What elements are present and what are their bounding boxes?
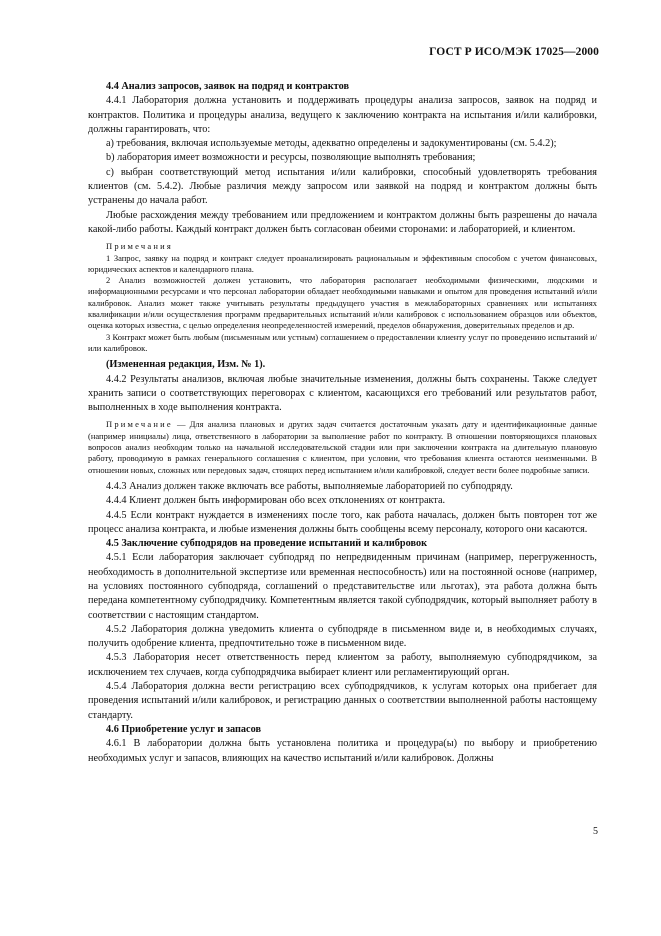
- paragraph-4-4-1: 4.4.1 Лаборатория должна установить и поддерживать процедуры анализа запросов, заявок на подряд и контрактов. Политика и процедуры анализа, ведущего к заключению контракта на испытания и/или калибровки, должны гарантировать, что:: [88, 95, 597, 135]
- paragraph-4-5-1: 4.5.1 Если лаборатория заключает субподряд по непредвиденным причинам (например, перегруженность, необходимость в дополнительной экспертизе или временная неспособность) или на постоянной основе (например, на условиях постоянного субподряда, соглашений о представительстве или льготах), эта работа должна быть передана компетентному субподрядчику. Компетентным является такой субподрядчик, который выполняет работу в соответствии с настоящим стандартом.: [88, 552, 597, 621]
- single-note-label: Примечание: [106, 419, 173, 430]
- document-header: ГОСТ Р ИСО/МЭК 17025—2000: [429, 46, 599, 58]
- note-2: 2 Анализ возможностей должен установить, что лаборатория располагает необходимыми физическими, людскими и информационными ресурсами и что персонал лаборатории обладает необходимыми навыками и опытом для проведения испытаний и/или калибровок. Анализ может также учитывать результаты предыдущего участия в межлабораторных сравнениях или испытаниях квалификации и/или осуществления программ предварительных испытаний и/или калибровок с использованием образцов или объектов, оценка которых известна, с целью определения неопределенностей измерений, пределов обнаружения, доверительных пределов и др.: [88, 275, 597, 331]
- paragraph-4-4-2: 4.4.2 Результаты анализов, включая любые значительные изменения, должны быть сохранены. Также следует хранить записи о соответствующих переговорах с клиентом, касающихся его требований или результатов работ, выполненных в ходе выполнения контракта.: [88, 373, 597, 414]
- note-1: 1 Запрос, заявку на подряд и контракт следует проанализировать рациональным и эффективным способом с учетом финансовых, юридических аспектов и календарного плана.: [88, 252, 597, 274]
- note-3: 3 Контракт может быть любым (письменным или устным) соглашением о предоставлении клиенту услуг по проведению испытаний и/или калибровок.: [88, 331, 597, 353]
- paragraph-4-5-2: 4.5.2 Лаборатория должна уведомить клиента о субподряде в письменном виде и, в необходимых случаях, получить одобрение клиента, предпочтительно тоже в письменном виде.: [88, 623, 597, 650]
- paragraph-4-5-3: 4.5.3 Лаборатория несет ответственность перед клиентом за работу, выполняемую субподрядчиком, за исключением тех случаев, когда субподрядчика выбирает клиент или регламентирующий орган.: [88, 652, 597, 678]
- paragraph-discrepancies: Любые расхождения между требованием или предложением и контрактом должны быть разрешены до начала какой-либо работы. Каждый контракт должен быть согласован обеими сторонами: и лабораторией, и клиентом.: [88, 209, 597, 235]
- section-4-6-title: 4.6 Приобретение услуг и запасов: [106, 723, 261, 735]
- single-note-text: — Для анализа плановых и других задач считается достаточным указать дату и идентификационные данные (например инициалы) лица, ответственного в лаборатории за выполнение работ по контракту. В отношении повторяющихся плановых вопросов анализ необходим только на начальной исследовательской стадии или при заключении контракта на длительную плановую работу, проводимую в рамках генерального соглашения с клиентом, при условии, что требования клиента остаются неизменными. В отношении новых, сложных или передовых задач, стоящих перед испытанием и/или калибровкой, следует вести более подробные записи.: [88, 419, 597, 475]
- list-item-b: b) лаборатория имеет возможности и ресурсы, позволяющие выполнять требования;: [106, 152, 476, 164]
- paragraph-4-5-4: 4.5.4 Лаборатория должна вести регистрацию всех субподрядчиков, к услугам которых она прибегает для проведения испытаний и/или калибровок, и регистрацию данных о соответствии выполненной работы настоящему стандарту.: [88, 681, 597, 721]
- notes-title: Примечания: [106, 241, 173, 252]
- list-item-a: a) требования, включая используемые методы, адекватно определены и задокументированы (см. 5.4.2);: [106, 138, 557, 150]
- paragraph-4-6-1: 4.6.1 В лаборатории должна быть установлена политика и процедура(ы) по выбору и приобретению необходимых услуг и запасов, влияющих на качество испытаний и/или калибровок. Должны: [88, 738, 597, 764]
- single-note: [88, 419, 597, 475]
- paragraph-4-4-3: 4.4.3 Анализ должен также включать все работы, выполняемые лабораторией по субподряду.: [106, 480, 513, 492]
- paragraph-4-4-5: 4.4.5 Если контракт нуждается в изменениях после того, как работа началась, должен быть повторен тот же процесс анализа контракта, и любые изменения должны быть сообщены всему персоналу, которого они касаются.: [88, 509, 597, 535]
- amendment-note: (Измененная редакция, Изм. № 1).: [106, 359, 266, 371]
- page-number: 5: [593, 826, 598, 837]
- paragraph-4-4-4: 4.4.4 Клиент должен быть информирован обо всех отклонениях от контракта.: [106, 495, 446, 507]
- list-item-c: c) выбран соответствующий метод испытания и/или калибровки, способный удовлетворять требования клиентов (см. 5.4.2). Любые различия между запросом или заявкой на подряд и контрактом должны быть устранены до начала работ.: [88, 166, 597, 207]
- document-body: [88, 80, 597, 766]
- section-4-5-title: 4.5 Заключение субподрядов на проведение испытаний и калибровок: [106, 538, 427, 550]
- section-4-4-title: 4.4 Анализ запросов, заявок на подряд и контрактов: [106, 81, 349, 92]
